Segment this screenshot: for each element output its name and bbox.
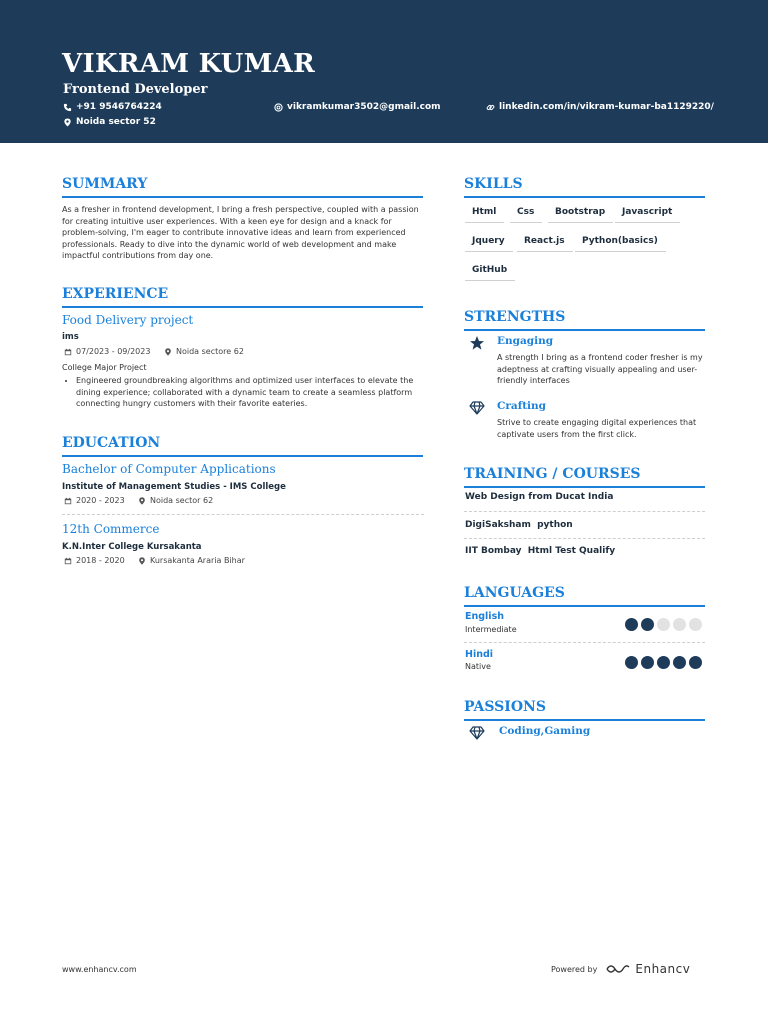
skills-heading: SKILLS	[464, 175, 705, 198]
strength-title: Engaging	[497, 335, 554, 347]
divider	[464, 538, 705, 539]
language-level: Intermediate	[465, 625, 517, 634]
diamond-icon	[469, 725, 485, 741]
candidate-role: Frontend Developer	[63, 82, 208, 97]
experience-location	[164, 347, 244, 356]
email-contact[interactable]	[274, 102, 441, 112]
skill-tag: Bootstrap	[548, 207, 613, 223]
rating-dot	[673, 656, 686, 669]
education-dates	[64, 496, 125, 505]
education-dates-text: 2018 - 2020	[76, 556, 125, 565]
strength-title: Crafting	[497, 400, 547, 412]
link-icon	[486, 103, 495, 112]
phone-contact[interactable]	[63, 102, 162, 112]
email-text: vikramkumar3502@gmail.com	[287, 102, 441, 112]
location-pin-icon	[138, 557, 146, 565]
rating-dot	[657, 656, 670, 669]
rating-dot	[689, 656, 702, 669]
skill-tag: React.js	[517, 236, 573, 252]
education-dates	[64, 556, 125, 565]
experience-bullets	[62, 375, 424, 410]
rating-dot	[657, 618, 670, 631]
divider	[464, 642, 705, 643]
location-text: Noida sector 52	[76, 117, 156, 127]
experience-heading: EXPERIENCE	[62, 285, 423, 308]
education-title: Bachelor of Computer Applications	[62, 462, 276, 476]
skill-tag: Python(basics)	[575, 236, 666, 252]
calendar-icon	[64, 348, 72, 356]
education-location	[138, 496, 213, 505]
location-pin-icon	[63, 118, 72, 127]
skill-tag: GitHub	[465, 265, 515, 281]
strengths-heading: STRENGTHS	[464, 308, 705, 331]
education-location-text: Kursakanta Araria Bihar	[150, 556, 245, 565]
skill-tag: Jquery	[465, 236, 513, 252]
skill-tag: Javascript	[615, 207, 680, 223]
course-item: DigiSaksham python	[465, 520, 573, 530]
at-icon	[274, 103, 283, 112]
experience-bullet: • Engineered groundbreaking algorithms and optimized user interfaces to elevate the dining experience; collaborated with a dynamic team to create a seamless platform connecting hungry customers with their favorite eateries.	[76, 375, 424, 410]
language-rating	[625, 656, 702, 669]
experience-dates-text: 07/2023 - 09/2023	[76, 347, 151, 356]
linkedin-text: linkedin.com/in/vikram-kumar-ba1129220/	[499, 102, 714, 112]
location-contact	[63, 117, 156, 127]
language-name: Hindi	[465, 649, 494, 660]
course-item: Web Design from Ducat India	[465, 492, 614, 502]
rating-dot	[625, 618, 638, 631]
skill-tag: Html	[465, 207, 504, 223]
education-dates-text: 2020 - 2023	[76, 496, 125, 505]
footer-site-link[interactable]: www.enhancv.com	[62, 965, 137, 974]
language-rating	[625, 618, 702, 631]
languages-heading: LANGUAGES	[464, 584, 705, 607]
education-title: 12th Commerce	[62, 522, 160, 536]
location-pin-icon	[164, 348, 172, 356]
linkedin-contact[interactable]	[486, 102, 714, 112]
course-item: IIT Bombay Html Test Qualify	[465, 546, 616, 556]
education-location	[138, 556, 245, 565]
language-name: English	[465, 611, 504, 622]
summary-text: As a fresher in frontend development, I bring a fresh perspective, coupled with a passion for creating intuitive user experiences. With a keen eye for design and a knack for problem-solving, I'm eager to contribute innovative ideas and learn from experienced professionals. Ready to dive into the dynamic world of web development and make impactful contributions from day one.	[62, 205, 419, 260]
divider	[62, 514, 424, 515]
powered-by-text: Powered by	[551, 964, 598, 974]
phone-icon	[63, 103, 72, 112]
experience-org: ims	[62, 332, 79, 342]
strength-text: A strength I bring as a frontend coder fresher is my adeptness at crafting visually appealing and user-friendly interfaces	[497, 353, 703, 385]
experience-title: Food Delivery project	[62, 313, 194, 327]
education-location-text: Noida sector 62	[150, 496, 214, 505]
footer-branding	[551, 962, 690, 976]
education-org: Institute of Management Studies - IMS College	[62, 482, 286, 492]
rating-dot	[641, 656, 654, 669]
candidate-name: VIKRAM KUMAR	[62, 49, 316, 79]
passion-item: Coding,Gaming	[499, 725, 591, 737]
education-heading: EDUCATION	[62, 434, 423, 457]
rating-dot	[641, 618, 654, 631]
calendar-icon	[64, 497, 72, 505]
strength-text: Strive to create engaging digital experiences that captivate users from the first click.	[497, 418, 697, 439]
experience-location-text: Noida sectore 62	[176, 347, 244, 356]
language-level: Native	[465, 662, 491, 671]
experience-dates	[64, 347, 150, 356]
location-pin-icon	[138, 497, 146, 505]
experience-subtitle: College Major Project	[62, 363, 147, 372]
skill-tag: Css	[510, 207, 542, 223]
training-heading: TRAINING / COURSES	[464, 465, 705, 488]
brand-name: Enhancv	[635, 962, 691, 976]
enhancv-logo-icon	[605, 963, 631, 975]
divider	[464, 511, 705, 512]
star-icon	[469, 335, 485, 351]
phone-text: +91 9546764224	[76, 102, 162, 112]
rating-dot	[673, 618, 686, 631]
resume-header	[0, 0, 768, 143]
diamond-icon	[469, 400, 485, 416]
calendar-icon	[64, 557, 72, 565]
brand-logo[interactable]	[605, 962, 690, 976]
passions-heading: PASSIONS	[464, 698, 705, 721]
education-org: K.N.Inter College Kursakanta	[62, 542, 202, 552]
rating-dot	[625, 656, 638, 669]
summary-heading: SUMMARY	[62, 175, 423, 198]
rating-dot	[689, 618, 702, 631]
